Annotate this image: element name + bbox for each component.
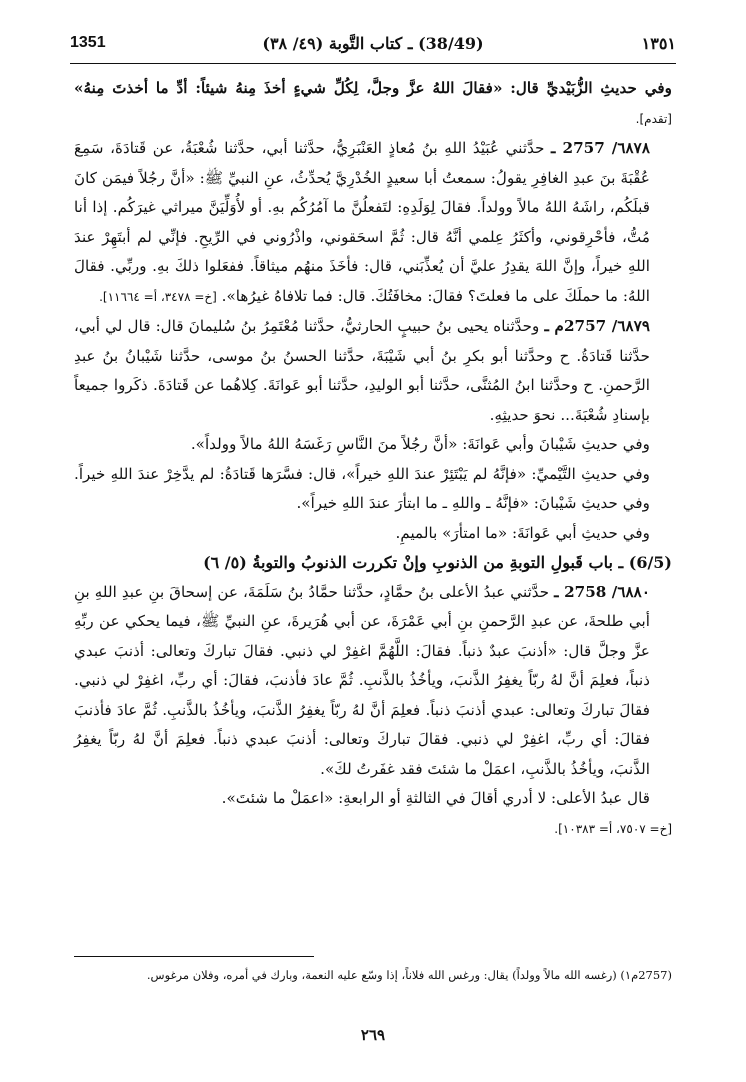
- hadith-text: وحدَّثناه يحيى بنُ حبيبٍ الحارثيُّ، حدَّثنا مُعْتَمِرُ بنُ سُليمانَ قال: قال لي أبي، حدَّثنا قَتادَةُ. ح وحدَّثنا أبو بكرِ بنُ أبي شَيْبَةَ، حدَّثنا الحسنُ بنُ موسى، حدَّثنا شَيْبانُ بنُ عبدِ الرَّحمنِ. ح وحدَّثنا ابنُ المُثنَّى، حدَّثنا أبو الوليدِ، حدَّثنا أبو عَوانَةَ. كِلاهُما عن قَتادَةَ. ذكَروا جميعاً بإسنادِ شُعْبَةَ... نحوَ حديثِهِ.: [74, 317, 650, 424]
- paragraph-ref: [تقدم].: [635, 111, 672, 126]
- paragraph-text: قال عبدُ الأعلى: لا أدري أقالَ في الثالثةِ أو الرابعةِ: «اعمَلْ ما شئتَ».: [221, 789, 650, 807]
- running-title: (38/49) ـ كتاب التَّوبة (٤٩/ ٣٨): [262, 34, 484, 53]
- final-reference: [74, 814, 672, 845]
- folio-number: ٢٦٩: [360, 1026, 386, 1044]
- hadith-number: ٦٨٨٠/ 2758 ـ: [554, 582, 650, 601]
- paragraph: [74, 519, 672, 549]
- paragraph-text: وفي حديثِ أبي عَوانَةَ: «ما امتأرَ» بالميمِ.: [395, 523, 650, 542]
- page-number-latin: 1351: [70, 34, 106, 51]
- paragraph: [74, 460, 672, 519]
- hadith-text: حدَّثني عبدُ الأعلى بنُ حمَّادٍ، حدَّثنا حمَّادُ بنُ سَلَمَةَ، عن إسحاقَ بنِ عبدِ اللهِ بنِ أبي طلحةَ، عن عبدِ الرَّحمنِ بنِ أبي عَمْرَةَ، عن أبي هُرَيرةَ، عنِ النبيِّ ﷺ، فيما يحكي عن ربِّهِ عزَّ وجلَّ قال: «أذنبَ عبدٌ ذنباً. فقالَ: اللَّهُمَّ اغفِرْ لي ذنبي. فقالَ تباركَ وتعالى: أذنبَ عبدي ذنباً، فعلِمَ أنَّ لهُ ربّاً يغفِرُ الذَّنبَ، ويأخُذُ بالذَّنبِ. ثُمَّ عادَ فأذنبَ، فقالَ: أي ربِّ، اغفِرْ لي ذنبي. فقالَ تباركَ وتعالى: عبدي أذنبَ ذنباً. فعلِمَ أنَّ لهُ ربّاً يغفِرُ الذَّنبَ، ويأخُذُ بالذَّنبِ. ثُمَّ عادَ فأذنبَ فقالَ: أي ربِّ، اغفِرْ لي ذنبي. فقالَ تباركَ وتعالى: أذنبَ عبدي ذنباً. فعلِمَ أنَّ لهُ ربّاً يغفِرُ الذَّنبَ، ويأخُذُ بالذَّنبِ، اعمَلْ ما شئتَ فقد غفَرتُ لكَ».: [74, 582, 650, 778]
- paragraph-text: وفي حديثِ شَيْبانَ وأبي عَوانَةَ: «أنَّ رجُلاً منَ النَّاسِ رَغَسَهُ اللهُ مالاً وولداً».: [190, 435, 650, 453]
- paragraph-text: وفي حديثِ الزُّبَيْديِّ قال: «فقالَ اللهُ عزَّ وجلَّ، لِكُلِّ شيءٍ أخذَ مِنهُ شيئاً: أدِّ ما أخذتَ مِنهُ»: [74, 79, 672, 97]
- footnote-rule: [74, 956, 314, 957]
- paragraph: [74, 430, 672, 460]
- hadith-text: حدَّثني عُبَيْدُ اللهِ بنُ مُعاذٍ العَنْبَرِيُّ، حدَّثنا أبي، حدَّثنا شُعْبَةُ، عن قَتادَةَ، سَمِعَ عُقْبَةَ بنَ عبدِ الغافِرِ يقولُ: سمعتُ أبا سعيدٍ الخُدْرِيَّ يُحدِّثُ، عنِ النبيِّ ﷺ: «أنَّ رجُلاً فيمَن كانَ قبلَكُم، راشَهُ اللهُ مالاً وولداً. فقالَ لِوَلَدِهِ: لتَفعلُنَّ ما آمُرُكُم بهِ. أو لأُوَلِّيَنَّ ميراثي غيرَكُم. إذا أنا مُتُّ، فأحْرِقوني، وأكثَرُ عِلمي أنَّهُ قال: ثُمَّ اسحَقوني، واذْرُوني في الرِّيحِ. فإنِّي لم أبتَهِرْ عندَ اللهِ خيراً، وإنَّ اللهَ يقدِرُ عليَّ أن يُعذِّبَني، قال: فأخَذَ منهُم ميثاقاً. ففعَلوا ذلكَ بهِ. وربِّي. فقالَ اللهُ: ما حملَكَ على ما فعلتَ؟ فقالَ: مخافَتُكَ. قال: فما تلافاهُ غيرُها».: [74, 139, 650, 305]
- main-text: [74, 74, 672, 844]
- hadith-paragraph: [74, 134, 672, 312]
- paragraph: [74, 784, 672, 814]
- paragraph-text: وفي حديثِ التَّيْميِّ: «فإنَّهُ لم يَبْتَئِرْ عندَ اللهِ خيراً»، قال: فسَّرَها قَتادَةُ: لم يدَّخِرْ عندَ اللهِ خيراً. وفي حديثِ شَيْبانَ: «فإنَّهُ ـ واللهِ ـ ما ابتأرَ عندَ اللهِ خيراً».: [74, 464, 650, 512]
- page-number-arabic: ١٣٥١: [641, 34, 676, 53]
- hadith-paragraph: [74, 578, 672, 785]
- hadith-ref: [خ= ٧٥٠٧، أ= ١٠٣٨٣].: [554, 821, 672, 836]
- hadith-ref: [خ= ٣٤٧٨، أ= ١١٦٦٤].: [99, 289, 217, 304]
- header-rule: [70, 63, 676, 64]
- hadith-paragraph: [74, 312, 672, 430]
- hadith-number: ٦٨٧٨/ 2757 ـ: [551, 139, 650, 157]
- chapter-heading: (6/5) ـ باب قَبولِ التوبةِ من الذنوبِ وإنْ تكررت الذنوبُ والتوبةُ (٥/ ٦): [203, 553, 672, 572]
- hadith-number: ٦٨٧٩/ 2757م ـ: [544, 317, 651, 335]
- page-header: [70, 28, 676, 64]
- paragraph: [74, 74, 672, 134]
- footnote: (2757م١) (رغسه الله مالاً وولداً) يقال: ورغس الله فلاناً، إذا وسّع عليه النعمة، وبارك في أمره، وفلان مرغوس.: [146, 968, 672, 982]
